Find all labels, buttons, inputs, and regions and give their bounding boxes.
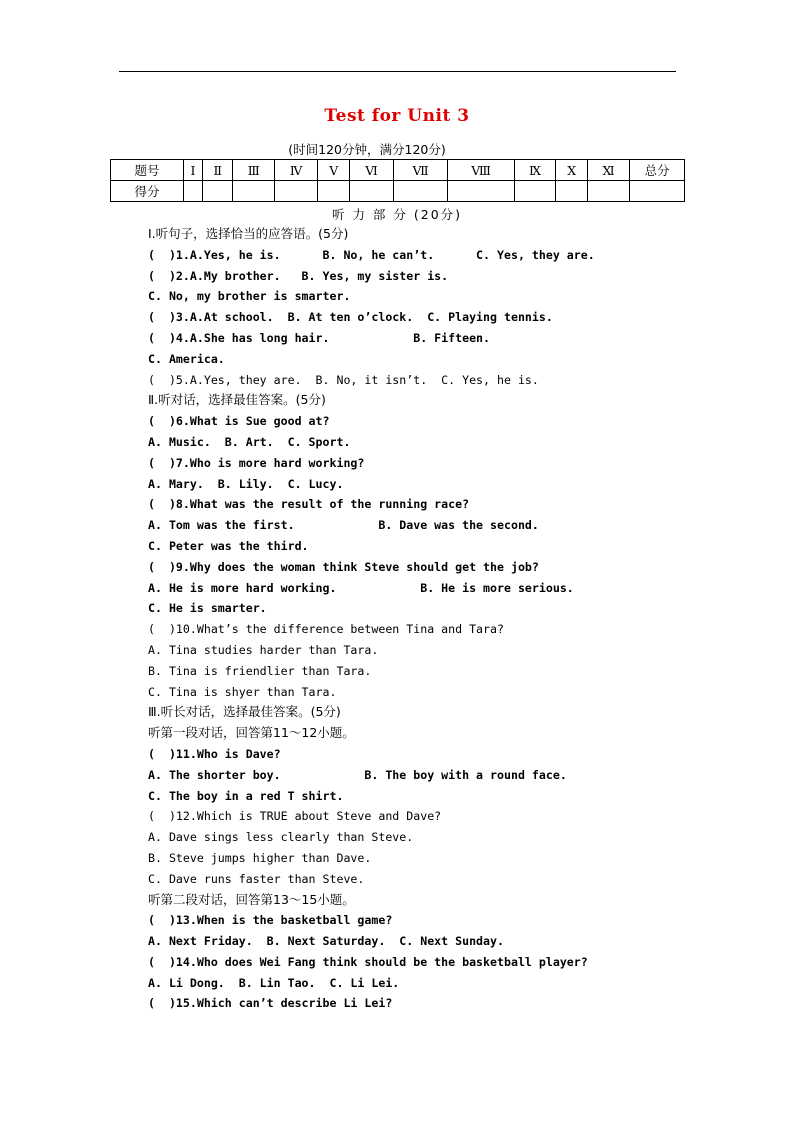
total-score-cell [630,181,685,202]
time-score-note: (时间120分钟，满分120分) [288,142,446,157]
question-line: ( )3.A.At school. B. At ten o’clock. C. Playing tennis. [148,310,553,325]
section-number-cell: Ⅷ [448,160,514,181]
section-number-cell: Ⅳ [275,160,318,181]
score-cell [203,181,233,202]
option-line: C. Tina is shyer than Tara. [148,684,337,699]
option-line: C. The boy in a red T shirt. [148,788,344,803]
option-line: C. America. [148,351,225,366]
score-table-score-row [111,181,685,202]
option-line: A. Next Friday. B. Next Saturday. C. Next Sunday. [148,934,504,949]
score-cell [275,181,318,202]
question-number-label: 题号 [111,160,184,181]
section-number-cell: Ⅰ [184,160,203,181]
section-number-cell: Ⅴ [318,160,350,181]
question-line: ( )7.Who is more hard working? [148,455,365,470]
dialogue-2-instruction: 听第二段对话，回答第13～15小题。 [148,891,355,907]
part-2-instruction: Ⅱ.听对话，选择最佳答案。(5分) [148,392,326,408]
option-line: A. He is more hard working. B. He is more serious. [148,580,574,595]
option-line: A. Tom was the first. B. Dave was the second. [148,518,539,533]
score-cell [514,181,556,202]
score-table-header-row [111,160,685,181]
option-line: B. Steve jumps higher than Dave. [148,850,372,865]
score-cell [393,181,448,202]
question-line: ( )10.What’s the difference between Tina and Tara? [148,622,504,637]
option-line: A. Music. B. Art. C. Sport. [148,434,351,449]
part-3-instruction: Ⅲ.听长对话，选择最佳答案。(5分) [148,704,341,720]
score-cell [350,181,393,202]
question-line: ( )1.A.Yes, he is. B. No, he can’t. C. Yes, they are. [148,247,595,262]
section-number-cell: Ⅸ [514,160,556,181]
question-line: ( )15.Which can’t describe Li Lei? [148,996,393,1011]
question-line: ( )14.Who does Wei Fang think should be the basketball player? [148,954,588,969]
score-cell [588,181,630,202]
section-number-cell: Ⅱ [203,160,233,181]
score-cell [233,181,275,202]
option-line: C. Peter was the third. [148,538,309,553]
option-line: A. Li Dong. B. Lin Tao. C. Li Lei. [148,975,400,990]
question-line: ( )13.When is the basketball game? [148,913,393,928]
question-line: ( )11.Who is Dave? [148,746,281,761]
score-cell [448,181,514,202]
question-line: ( )4.A.She has long hair. B. Fifteen. [148,330,491,345]
option-line: A. Mary. B. Lily. C. Lucy. [148,476,344,491]
total-score-label: 总分 [630,160,685,181]
question-list [148,224,708,1014]
header-rule [119,71,676,72]
section-number-cell: Ⅶ [393,160,448,181]
question-line: ( )2.A.My brother. B. Yes, my sister is. [148,268,449,283]
question-line: ( )5.A.Yes, they are. B. No, it isn’t. C. Yes, he is. [148,372,539,387]
section-number-cell: Ⅲ [233,160,275,181]
option-line: C. No, my brother is smarter. [148,289,351,304]
option-line: B. Tina is friendlier than Tara. [148,663,372,678]
section-number-cell: Ⅵ [350,160,393,181]
page-title: Test for Unit 3 [324,106,470,126]
score-cell [184,181,203,202]
option-line: C. Dave runs faster than Steve. [148,871,365,886]
dialogue-1-instruction: 听第一段对话，回答第11～12小题。 [148,725,355,741]
section-number-cell: Ⅺ [588,160,630,181]
score-cell [556,181,588,202]
option-line: A. Dave sings less clearly than Steve. [148,830,414,845]
listening-section-heading: 听 力 部 分 (20分) [331,207,463,222]
option-line: A. The shorter boy. B. The boy with a round face. [148,767,567,782]
score-cell [318,181,350,202]
question-line: ( )9.Why does the woman think Steve should get the job? [148,559,539,574]
section-number-cell: Ⅹ [556,160,588,181]
option-line: C. He is smarter. [148,601,267,616]
part-1-instruction: Ⅰ.听句子，选择恰当的应答语。(5分) [148,226,349,241]
option-line: A. Tina studies harder than Tara. [148,642,379,657]
question-line: ( )8.What was the result of the running race? [148,497,470,512]
score-table [110,159,685,202]
question-line: ( )12.Which is TRUE about Steve and Dave? [148,809,442,824]
score-label: 得分 [111,181,184,202]
question-line: ( )6.What is Sue good at? [148,414,330,429]
